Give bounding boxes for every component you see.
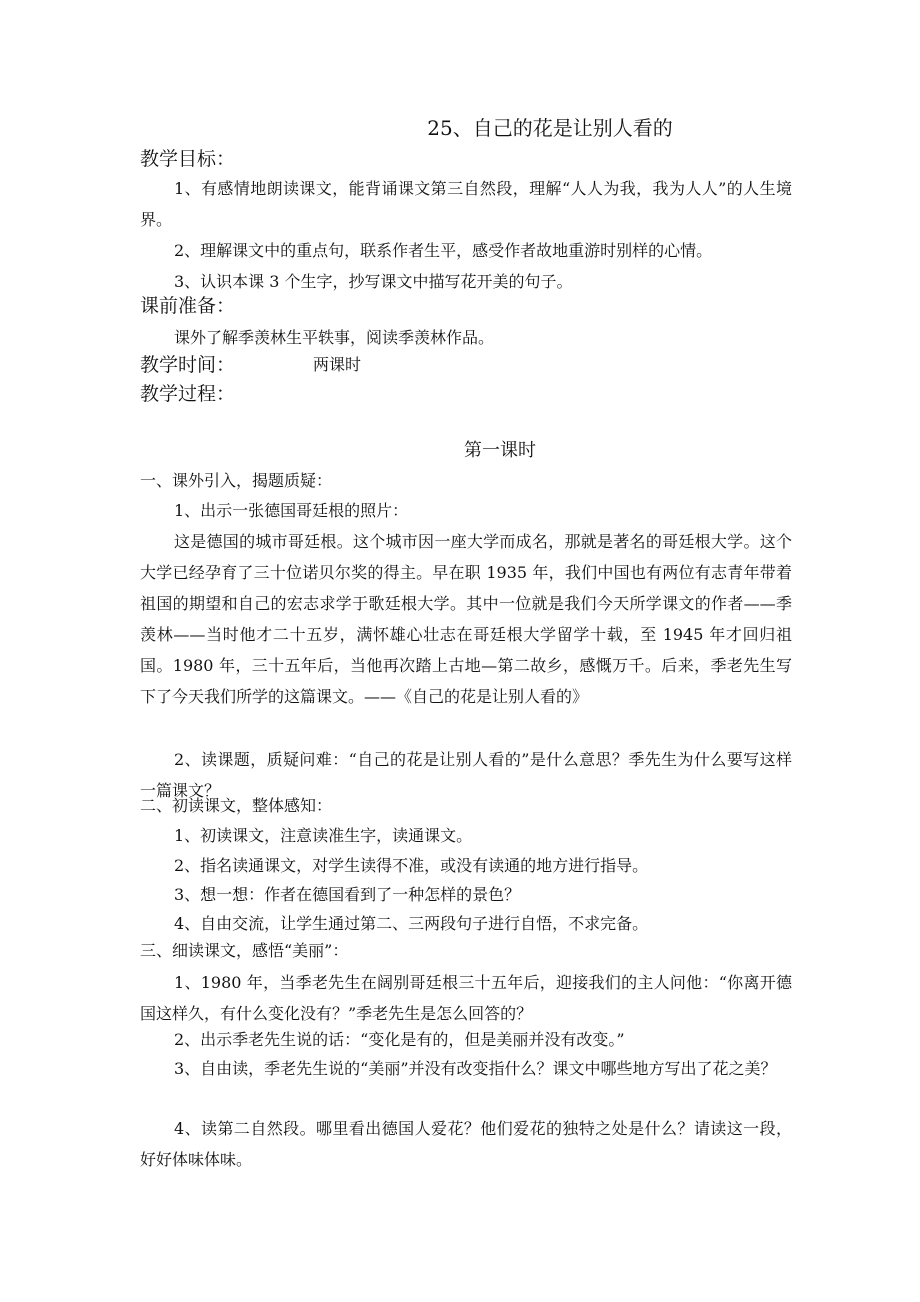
section-title: 二、初读课文，整体感知： — [140, 796, 333, 815]
section-item: 2、读课题，质疑问难：“自己的花是让别人看的”是什么意思？季先生为什么要写这样一篇课文？ — [140, 750, 792, 800]
lesson-title: 第一课时 — [464, 440, 536, 461]
heading-teaching-process: 教学过程： — [140, 383, 236, 405]
section-item: 2、指名读通课文，对学生读得不准，或没有读通的地方进行指导。 — [174, 856, 649, 875]
teaching-time-value: 两课时 — [313, 355, 362, 374]
heading-preparation: 课前准备： — [140, 295, 236, 317]
section-item: 4、自由交流，让学生通过第二、三两段句子进行自悟，不求完备。 — [174, 914, 649, 933]
section-item: 1、1980 年，当季老先生在阔别哥廷根三十五年后，迎接我们的主人问他：“你离开德国这样久，有什么变化没有？”季老先生是怎么回答的？ — [140, 973, 792, 1023]
goal-item: 1、有感情地朗读课文，能背诵课文第三自然段，理解“人人为我，我为人人”的人生境界。 — [140, 179, 792, 229]
goal-item: 3、认识本课 3 个生字，抄写课文中描写花开美的句子。 — [174, 272, 573, 291]
section-item: 1、初读课文，注意读准生字，读通课文。 — [174, 826, 473, 845]
section-item: 4、读第二自然段。哪里看出德国人爱花？他们爱花的独特之处是什么？请读这一段，好好体味体味。 — [140, 1119, 792, 1169]
section-title: 一、课外引入，揭题质疑： — [140, 471, 333, 490]
document-title: 25、自己的花是让别人看的 — [427, 116, 673, 140]
section-item: 1、出示一张德国哥廷根的照片： — [174, 501, 409, 520]
section-paragraph: 这是德国的城市哥廷根。这个城市因一座大学而成名，那就是著名的哥廷根大学。这个大学已经孕育了三十位诺贝尔奖的得主。早在职 1935 年，我们中国也有两位有志青年带着祖国的期望和自己的宏志求学于歌廷根大学。其中一位就是我们今天所学课文的作者——季羡林——当时他才二十五岁，满怀雄心壮志在哥廷根大学留学十载，至 1945 年才回归祖国。1980 年，三十五年后，当他再次踏上古地—第二故乡，感慨万千。后来，季老先生写下了今天我们所学的这篇课文。——《自己的花是让别人看的》 — [140, 532, 792, 706]
heading-teaching-time: 教学时间： — [140, 354, 236, 376]
section-item: 2、出示季老先生说的话：“变化是有的，但是美丽并没有改变。” — [174, 1030, 625, 1049]
heading-teaching-goals: 教学目标： — [140, 148, 236, 170]
section-item: 3、自由读，季老先生说的“美丽”并没有改变指什么？课文中哪些地方写出了花之美？ — [174, 1059, 777, 1078]
section-title: 三、细读课文，感悟“美丽”： — [140, 941, 349, 960]
goal-item: 2、理解课文中的重点句，联系作者生平，感受作者故地重游时别样的心情。 — [174, 241, 713, 260]
preparation-text: 课外了解季羡林生平轶事，阅读季羡林作品。 — [174, 328, 495, 347]
section-item: 3、想一想：作者在德国看到了一种怎样的景色？ — [174, 885, 521, 904]
